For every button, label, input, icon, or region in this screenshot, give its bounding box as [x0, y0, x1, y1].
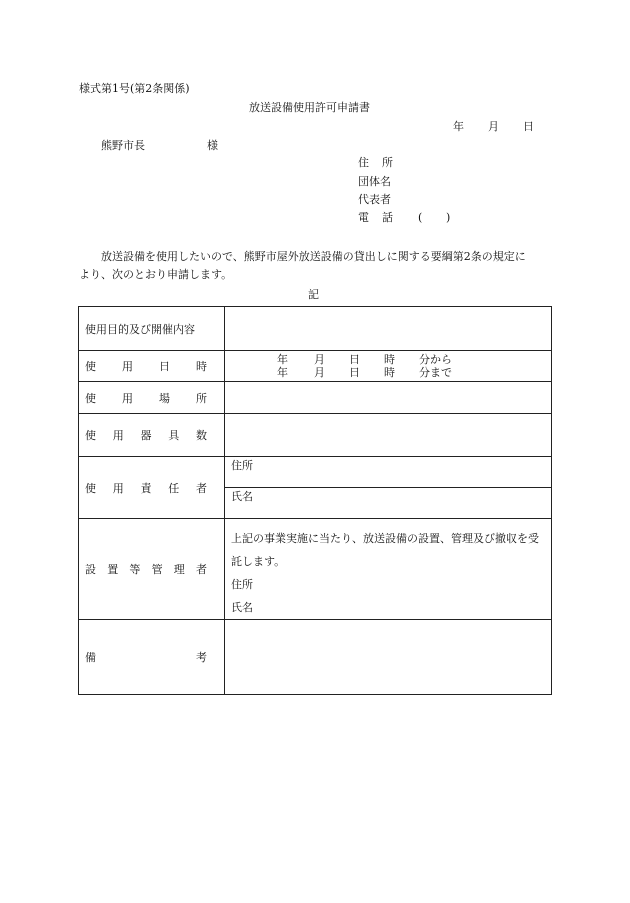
row-purpose: [79, 307, 552, 351]
phone-label: 電 話: [358, 211, 393, 224]
date-month: 月: [488, 120, 499, 133]
equipment-value: [225, 414, 552, 457]
responsible-name: 氏名: [225, 488, 552, 519]
manager-value: [225, 519, 552, 620]
row-equipment: [79, 414, 552, 457]
place-label: 使 用 場 所: [79, 382, 225, 414]
row-responsible-address: [79, 457, 552, 488]
equipment-label: 使 用 器 具 数: [79, 414, 225, 457]
honorific: 様: [207, 139, 218, 152]
datetime-to: 分まで: [419, 366, 452, 379]
manager-consent-line1: 上記の事業実施に当たり、放送設備の設置、管理及び撤収を受: [231, 532, 539, 545]
row-place: [79, 382, 552, 414]
manager-address: 住所: [231, 578, 253, 591]
date-day: 日: [523, 120, 534, 133]
purpose-label: 使用目的及び開催内容: [79, 307, 225, 351]
phone-paren-open: (: [418, 211, 423, 224]
responsible-label: 使 用 責 任 者: [79, 457, 225, 519]
place-value: [225, 382, 552, 414]
row-datetime: [79, 351, 552, 382]
purpose-value: [225, 307, 552, 351]
datetime-label: 使 用 日 時: [79, 351, 225, 382]
application-table: [78, 306, 552, 695]
date-year: 年: [453, 120, 464, 133]
address-label: 住 所: [358, 156, 393, 169]
manager-label: 設 置 等 管 理 者: [79, 519, 225, 620]
representative-label: 代表者: [358, 193, 391, 206]
manager-consent-line2: 託します。: [231, 555, 286, 568]
remarks-value: [225, 620, 552, 695]
document-title: 放送設備使用許可申請書: [249, 101, 370, 114]
addressee: 熊野市長: [101, 139, 145, 152]
organization-label: 団体名: [358, 175, 391, 188]
phone-paren-close: ): [446, 211, 451, 224]
row-remarks: [79, 620, 552, 695]
row-manager: [79, 519, 552, 620]
responsible-address: 住所: [225, 457, 552, 488]
datetime-from: 分から: [419, 353, 452, 366]
datetime-value: 年 月 日 時 分から 年 月 日 時 分まで: [225, 351, 552, 382]
form-number: 様式第1号(第2条関係): [79, 82, 190, 95]
manager-name: 氏名: [231, 601, 253, 614]
request-text-line1: 放送設備を使用したいので、熊野市屋外放送設備の貸出しに関する要綱第2条の規定に: [101, 250, 526, 263]
ki-label: 記: [308, 288, 319, 301]
remarks-label: 備 考: [79, 620, 225, 695]
request-text-line2: より、次のとおり申請します。: [79, 268, 233, 281]
